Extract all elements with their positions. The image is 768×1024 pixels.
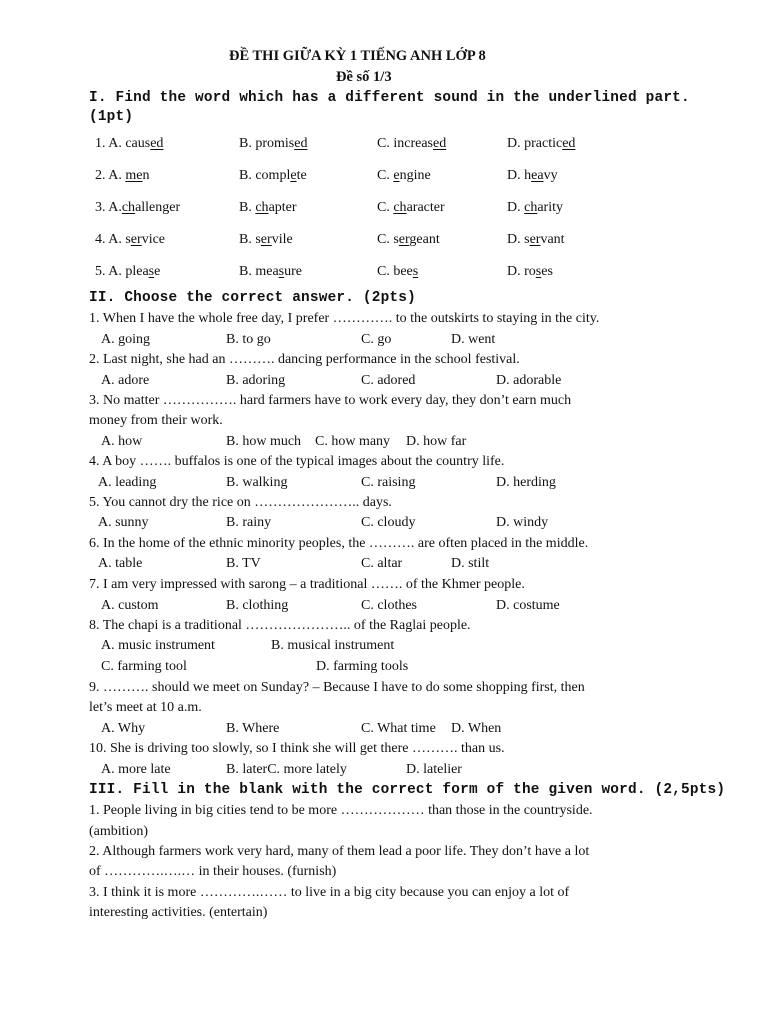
q1-option-a: A. going (101, 332, 150, 347)
pronunciation-option-4a (95, 231, 165, 249)
q5-option-d: D. windy (496, 515, 549, 530)
q9-option-b: B. Where (226, 721, 280, 736)
q7-option-d: D. costume (496, 598, 560, 613)
pronunciation-option-3b (239, 199, 297, 217)
underlined-part: ch (393, 200, 407, 215)
q5-option-b: B. rainy (226, 515, 272, 530)
word-part: es (541, 264, 553, 279)
underlined-part: er (529, 232, 541, 247)
fill-question-3-cont: interesting activities. (entertain) (89, 905, 268, 920)
word-part: vice (141, 232, 166, 247)
question-1: 1. When I have the whole free day, I prefer …………. to the outskirts to staying in the city. (89, 311, 600, 326)
q2-option-c: C. adored (361, 373, 416, 388)
question-7: 7. I am very impressed with sarong – a traditional ……. of the Khmer people. (89, 577, 525, 592)
word-part: B. s (239, 232, 261, 247)
underlined-part: e (290, 168, 297, 183)
pronunciation-option-1d (507, 135, 575, 153)
q10-option-d: D. latelier (406, 762, 462, 777)
underlined-part: er (130, 232, 142, 247)
q1-option-c: C. go (361, 332, 392, 347)
word-part: D. practic (507, 136, 563, 151)
q3-option-d: D. how far (406, 434, 467, 449)
pronunciation-option-1a (95, 135, 163, 153)
q6-option-d: D. stilt (451, 556, 490, 571)
word-part: 1. A. caus (95, 136, 151, 151)
word-part: B. compl (239, 168, 291, 183)
question-3-cont: money from their work. (89, 413, 223, 428)
fill-question-1-hint: (ambition) (89, 824, 149, 839)
word-part: vant (540, 232, 565, 247)
word-part: C. increas (377, 136, 433, 151)
pronunciation-option-5a (95, 263, 160, 281)
q8-option-c: C. farming tool (101, 659, 187, 674)
word-part: te (296, 168, 307, 183)
pronunciation-option-2a (95, 167, 149, 185)
word-part: D. ro (507, 264, 536, 279)
question-4: 4. A boy ……. buffalos is one of the typical images about the country life. (89, 454, 505, 469)
fill-question-1: 1. People living in big cities tend to be more ……………… than those in the countryside. (89, 803, 593, 818)
word-part: n (142, 168, 150, 183)
q10-option-bc: B. laterC. more lately (226, 762, 347, 777)
question-10: 10. She is driving too slowly, so I think she will get there ………. than us. (89, 741, 505, 756)
word-part: ure (284, 264, 302, 279)
word-part: C. (377, 200, 394, 215)
word-part: apter (268, 200, 297, 215)
exam-subtitle: Đề số 1/3 (336, 69, 392, 85)
q4-option-d: D. herding (496, 475, 556, 490)
word-part: B. promis (239, 136, 295, 151)
q9-option-c: C. What time (361, 721, 436, 736)
pronunciation-option-1b (239, 135, 307, 153)
question-2: 2. Last night, she had an ………. dancing performance in the school festival. (89, 352, 520, 367)
section1-heading: I. Find the word which has a different sound in the underlined part. (89, 90, 690, 106)
q3-option-b: B. how much (226, 434, 302, 449)
pronunciation-option-2c (377, 167, 431, 185)
question-8: 8. The chapi is a traditional ………………….. of the Raglai people. (89, 618, 471, 633)
q5-option-c: C. cloudy (361, 515, 416, 530)
pronunciation-option-5b (239, 263, 302, 281)
section2-heading: II. Choose the correct answer. (2pts) (89, 290, 416, 306)
word-part: B. (239, 200, 256, 215)
pronunciation-option-5c (377, 263, 418, 281)
q6-option-b: B. TV (226, 556, 261, 571)
q9-option-d: D. When (451, 721, 502, 736)
word-part: aracter (406, 200, 445, 215)
q6-option-c: C. altar (361, 556, 403, 571)
q6-option-a: A. table (98, 556, 143, 571)
word-part: C. s (377, 232, 399, 247)
pronunciation-option-3a (95, 199, 180, 217)
word-part: D. (507, 200, 525, 215)
word-part: geant (409, 232, 440, 247)
fill-question-3: 3. I think it is more ………….…… to live in a big city because you can enjoy a lot of (89, 885, 570, 900)
q3-option-a: A. how (101, 434, 143, 449)
q10-option-a: A. more late (101, 762, 171, 777)
q2-option-b: B. adoring (226, 373, 286, 388)
word-part: allenger (135, 200, 181, 215)
underlined-part: s (535, 264, 542, 279)
question-9-cont: let’s meet at 10 a.m. (89, 700, 202, 715)
word-part: 5. A. plea (95, 264, 149, 279)
question-5: 5. You cannot dry the rice on ………………….. days. (89, 495, 392, 510)
pronunciation-option-5d (507, 263, 553, 281)
underlined-part: er (398, 232, 410, 247)
q8-option-d: D. farming tools (316, 659, 409, 674)
q8-option-a: A. music instrument (101, 638, 215, 653)
underlined-part: ed (432, 136, 447, 151)
question-3: 3. No matter ……………. hard farmers have to work every day, they don’t earn much (89, 393, 572, 408)
word-part: C. (377, 168, 394, 183)
word-part: C. bee (377, 264, 413, 279)
underlined-part: ea (531, 168, 544, 183)
q4-option-c: C. raising (361, 475, 416, 490)
q7-option-c: C. clothes (361, 598, 417, 613)
q4-option-b: B. walking (226, 475, 288, 490)
underlined-part: ed (294, 136, 308, 151)
word-part: vile (271, 232, 293, 247)
underlined-part: s (412, 264, 419, 279)
q2-option-d: D. adorable (496, 373, 562, 388)
q7-option-b: B. clothing (226, 598, 289, 613)
word-part: D. s (507, 232, 530, 247)
q7-option-a: A. custom (101, 598, 159, 613)
underlined-part: ch (255, 200, 269, 215)
word-part: ngine (399, 168, 431, 183)
underlined-part: ed (562, 136, 576, 151)
pronunciation-option-4d (507, 231, 565, 249)
fill-question-2-cont: of ………….….… in their houses. (furnish) (89, 864, 337, 879)
pronunciation-option-3c (377, 199, 445, 217)
underlined-part: s (148, 264, 155, 279)
pronunciation-option-4c (377, 231, 440, 249)
word-part: 3. A. (95, 200, 122, 215)
section1-points: (1pt) (89, 109, 134, 125)
q1-option-d: D. went (451, 332, 496, 347)
exam-title: ĐỀ THI GIỮA KỲ 1 TIẾNG ANH LỚP 8 (229, 48, 486, 64)
underlined-part: me (125, 168, 143, 183)
word-part: 2. A. (95, 168, 126, 183)
underlined-part: e (393, 168, 400, 183)
q8-option-b: B. musical instrument (271, 638, 395, 653)
question-9: 9. ………. should we meet on Sunday? – Because I have to do some shopping first, then (89, 680, 585, 695)
word-part: e (154, 264, 161, 279)
fill-question-2: 2. Although farmers work very hard, many of them lead a poor life. They don’t have a lot (89, 844, 590, 859)
pronunciation-option-4b (239, 231, 293, 249)
word-part: B. mea (239, 264, 279, 279)
underlined-part: s (278, 264, 285, 279)
q2-option-a: A. adore (101, 373, 150, 388)
q5-option-a: A. sunny (98, 515, 149, 530)
underlined-part: ch (524, 200, 538, 215)
q3-option-c: C. how many (315, 434, 391, 449)
word-part: 4. A. s (95, 232, 131, 247)
underlined-part: er (260, 232, 272, 247)
word-part: D. h (507, 168, 532, 183)
pronunciation-option-2d (507, 167, 558, 185)
underlined-part: ed (150, 136, 164, 151)
word-part: vy (543, 168, 558, 183)
section3-heading: III. Fill in the blank with the correct form of the given word. (2,5pts) (89, 782, 726, 798)
word-part: arity (537, 200, 563, 215)
q1-option-b: B. to go (226, 332, 271, 347)
pronunciation-option-1c (377, 135, 446, 153)
underlined-part: ch (121, 200, 136, 215)
pronunciation-option-2b (239, 167, 307, 185)
q4-option-a: A. leading (98, 475, 157, 490)
question-6: 6. In the home of the ethnic minority peoples, the ………. are often placed in the middle. (89, 536, 589, 551)
q9-option-a: A. Why (101, 721, 146, 736)
pronunciation-option-3d (507, 199, 563, 217)
